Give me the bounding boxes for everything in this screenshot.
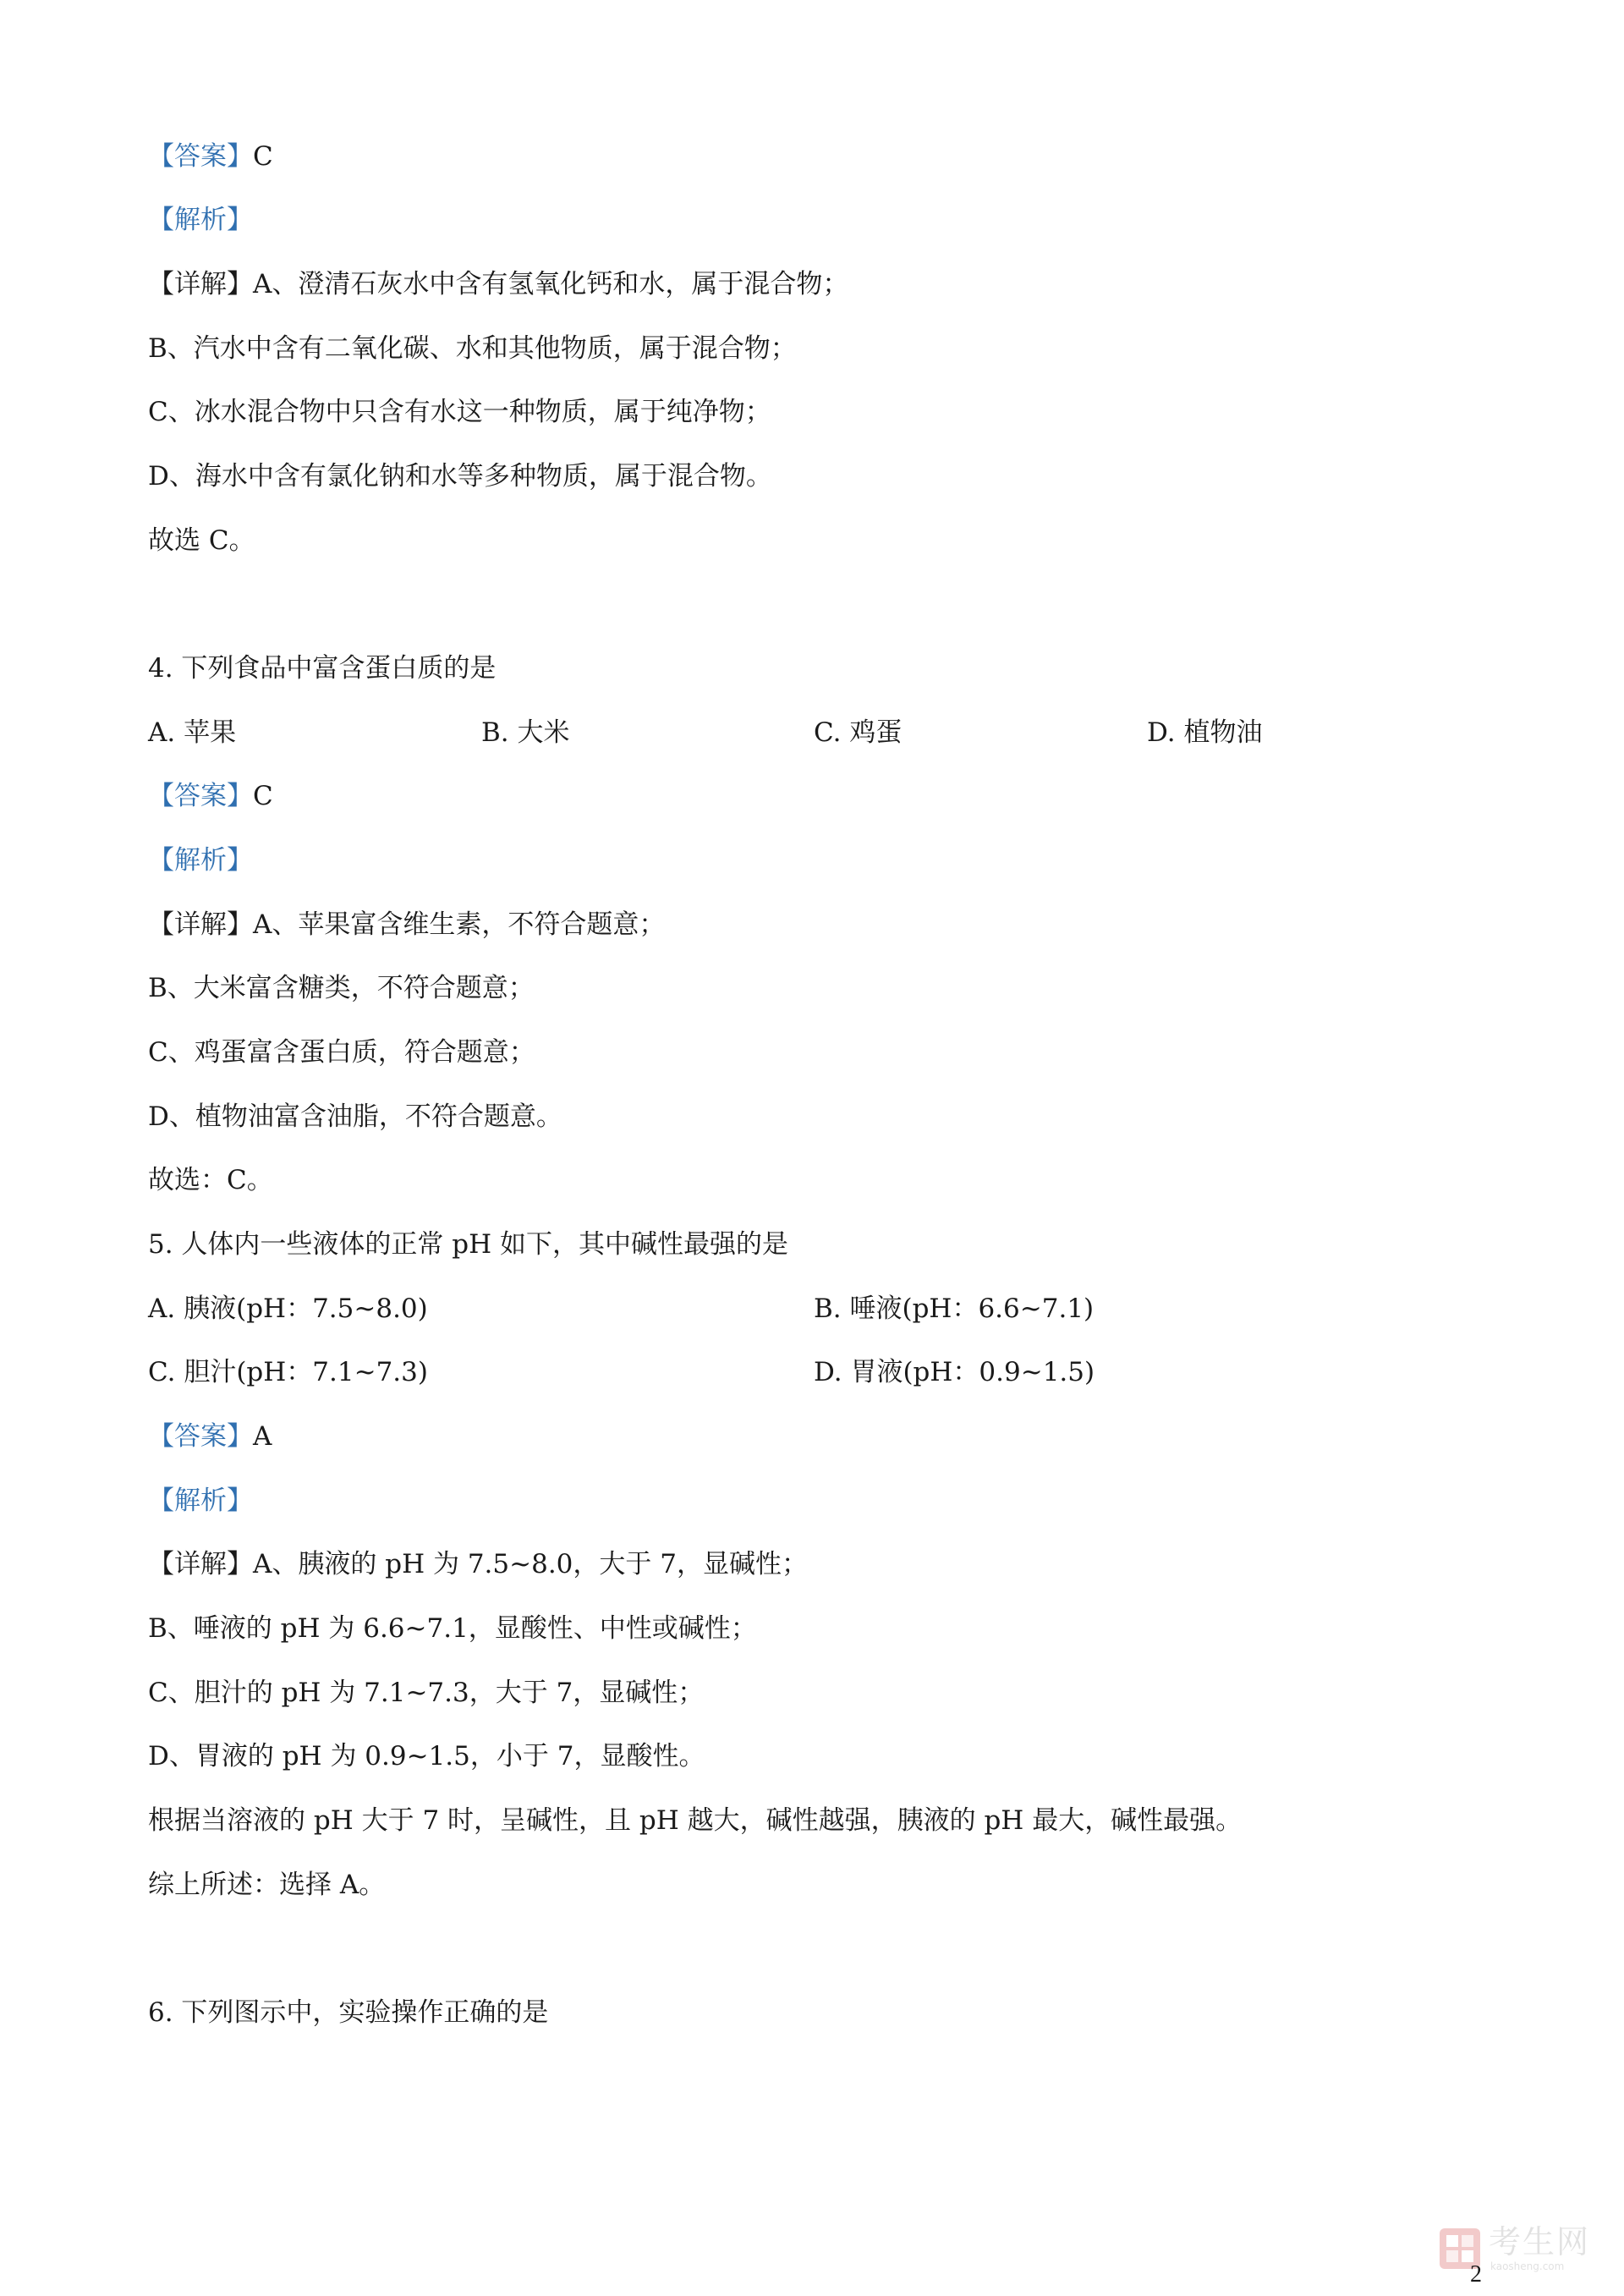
q4-option-c: C. 鸡蛋 (814, 717, 903, 748)
watermark-text: 考生网 (1489, 2223, 1591, 2260)
q5-option-a: A. 胰液(pH：7.5~8.0) (148, 1294, 428, 1324)
q5-answer-line (148, 1420, 272, 1453)
page-number: 2 (1470, 2261, 1482, 2288)
answer-value: A (253, 1421, 272, 1452)
q5-option-d: D. 胃液(pH：0.9~1.5) (814, 1357, 1095, 1387)
analysis-tag: 【解析】 (148, 845, 253, 876)
q5-option-b: B. 唾液(pH：6.6~7.1) (814, 1294, 1095, 1324)
watermark (1438, 2223, 1607, 2282)
answer-tag: 【答案】 (148, 781, 253, 811)
answer-value: C (253, 781, 273, 811)
q4-answer-line (148, 779, 273, 813)
answer-tag: 【答案】 (148, 141, 253, 172)
q4-detail-line-1 (148, 908, 665, 942)
q4-conclusion: 故选：C。 (148, 1165, 273, 1195)
q5-detail-line-3: C、胆汁的 pH 为 7.1~7.3，大于 7，显碱性； (148, 1678, 705, 1708)
q3-detail-line-4: D、海水中含有氯化钠和水等多种物质，属于混合物。 (148, 461, 772, 492)
answer-value: C (253, 141, 273, 172)
detail-text: A、苹果富含维生素，不符合题意； (253, 909, 666, 940)
q5-detail-line-1 (148, 1547, 808, 1581)
analysis-tag: 【解析】 (148, 1486, 253, 1516)
q4-detail-line-2: B、大米富含糖类，不符合题意； (148, 973, 535, 1003)
q4-option-d: D. 植物油 (1147, 717, 1263, 748)
q5-detail-line-4: D、胃液的 pH 为 0.9~1.5，小于 7，显酸性。 (148, 1741, 705, 1771)
q3-answer-line (148, 140, 273, 173)
q5-option-c: C. 胆汁(pH：7.1~7.3) (148, 1357, 428, 1387)
q4-detail-line-4: D、植物油富含油脂，不符合题意。 (148, 1101, 562, 1132)
detail-text: A、澄清石灰水中含有氢氧化钙和水，属于混合物； (253, 269, 849, 299)
q3-detail-line-1 (148, 267, 848, 301)
q5-detail-line-2: B、唾液的 pH 为 6.6~7.1，显酸性、中性或碱性； (148, 1613, 757, 1644)
watermark-subtext: kaosheng.com (1490, 2260, 1565, 2272)
q4-option-b: B. 大米 (481, 717, 570, 748)
q3-detail-line-3: C、冰水混合物中只含有水这一种物质，属于纯净物； (148, 397, 771, 427)
q4-analysis-line (148, 843, 253, 877)
q6-stem: 6. 下列图示中，实验操作正确的是 (148, 1997, 549, 2028)
detail-tag: 【详解】 (148, 269, 253, 299)
q4-stem: 4. 下列食品中富含蛋白质的是 (148, 653, 497, 684)
analysis-tag: 【解析】 (148, 205, 253, 235)
q5-analysis-line (148, 1484, 253, 1518)
q3-analysis-line (148, 203, 253, 237)
detail-text: A、胰液的 pH 为 7.5~8.0，大于 7，显碱性； (253, 1549, 808, 1579)
q5-reasoning: 根据当溶液的 pH 大于 7 时，呈碱性，且 pH 越大，碱性越强，胰液的 pH 最大，碱性最强。 (148, 1805, 1243, 1836)
q3-detail-line-2: B、汽水中含有二氧化碳、水和其他物质，属于混合物； (148, 333, 797, 364)
q3-conclusion: 故选 C。 (148, 525, 255, 556)
answer-tag: 【答案】 (148, 1421, 253, 1452)
detail-tag: 【详解】 (148, 909, 253, 940)
detail-tag: 【详解】 (148, 1549, 253, 1579)
q4-detail-line-3: C、鸡蛋富含蛋白质，符合题意； (148, 1037, 535, 1068)
q5-conclusion: 综上所述：选择 A。 (148, 1870, 386, 1900)
q4-option-a: A. 苹果 (148, 717, 237, 748)
q5-stem: 5. 人体内一些液体的正常 pH 如下，其中碱性最强的是 (148, 1229, 789, 1260)
